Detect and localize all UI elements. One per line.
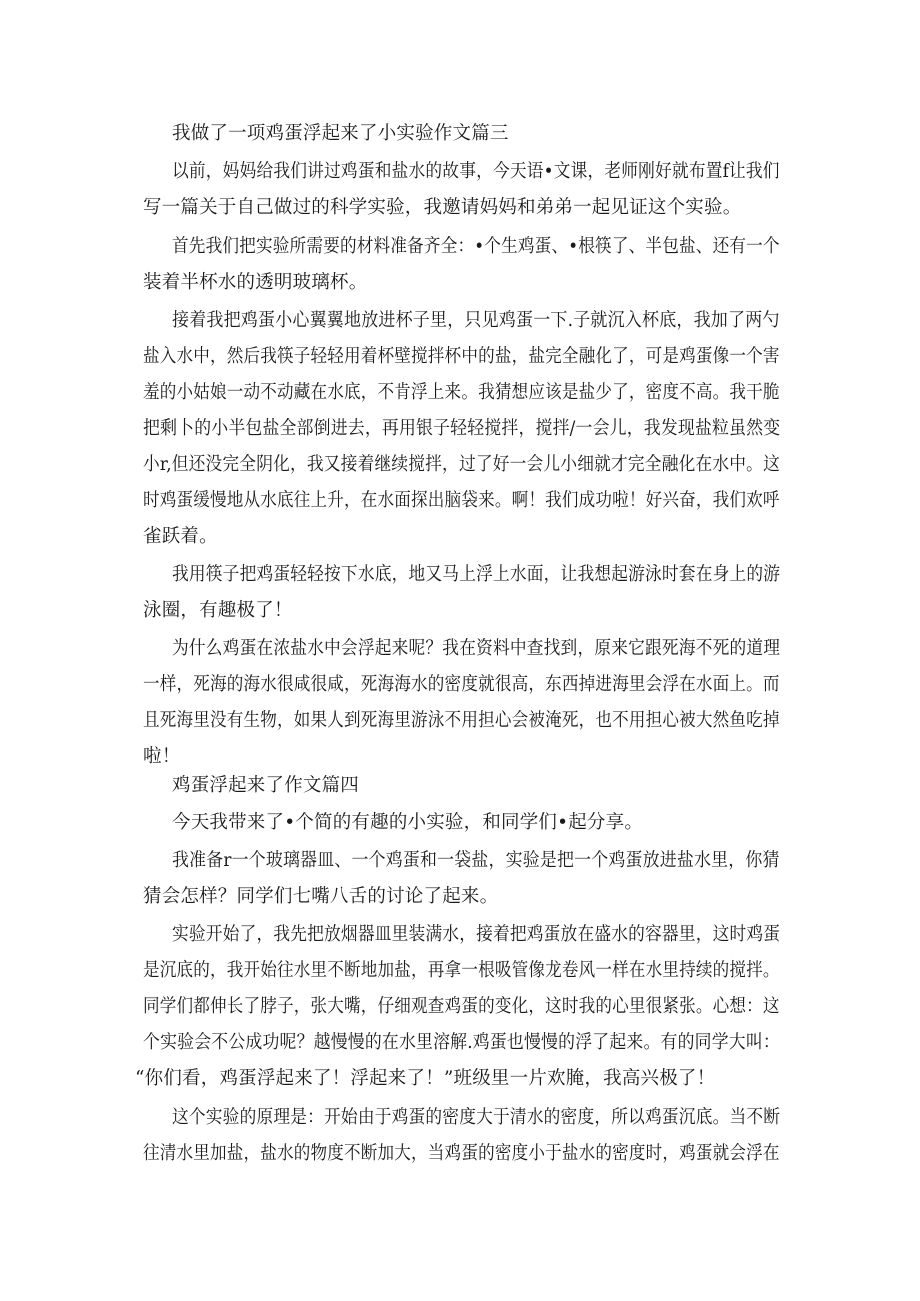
paragraph-8-line-4: 个实验会不公成功呢？越慢慢的在水里溶解.鸡蛋也慢慢的浮了起来。有的同学大叫： — [143, 1032, 780, 1053]
heading-essay-3: 我做了一项鸡蛋浮起来了小实验作文篇三 — [172, 123, 509, 144]
paragraph-6-line-1: 今天我带来了•个简的有趣的小实验，和同学们•起分享。 — [172, 812, 644, 833]
paragraph-5-line-2: 一样，死海的海水很咸很咸，死海海水的密度就很高，东西掉进海里会浮在水面上。而 — [143, 674, 780, 695]
paragraph-1-line-2: 写一篇关于自己做过的科学实验，我邀请妈妈和弟弟一起见证这个实验。 — [143, 197, 742, 218]
paragraph-3-line-7: 雀跃着。 — [143, 526, 218, 547]
paragraph-8-line-1: 实验开始了，我先把放烟器皿里装满水，接着把鸡蛋放在盛水的容器里，这时鸡蛋 — [172, 924, 781, 945]
paragraph-4-line-1: 我用筷子把鸡蛋轻轻按下水底，地又马上浮上水面，让我想起游泳时套在身上的游 — [172, 564, 781, 585]
paragraph-2-line-2: 装着半杯水的透明玻璃杯。 — [143, 272, 368, 293]
paragraph-8-line-2: 是沉底的，我开始往水里不断地加盐，再拿一根吸管像龙卷风一样在水里持续的搅拌。 — [143, 960, 780, 981]
paragraph-5-line-4: 啦！ — [143, 746, 181, 767]
paragraph-2-line-1: 首先我们把实验所需要的材料准备齐全：•个生鸡蛋、•根筷了、半包盐、还有一个 — [172, 236, 780, 257]
paragraph-1-line-1: 以前，妈妈给我们讲过鸡蛋和盐水的故事，今天语•文课，老师刚好就布置f让我们 — [172, 161, 780, 182]
paragraph-3-line-5: 小r,但还没完全阴化，我又接着继续搅拌，过了好一会儿小细就才完全融化在水中。这 — [143, 454, 780, 475]
paragraph-7-line-2: 猜会怎样？同学们七嘴八舌的讨论了起来。 — [143, 886, 499, 907]
paragraph-9-line-2: 往清水里加盐，盐水的物度不断加大，当鸡蛋的密度小于盐水的密度时，鸡蛋就会浮在 — [143, 1143, 780, 1164]
paragraph-3-line-2: 盐入水中，然后我筷子轻轻用着杯壁搅拌杯中的盐，盐完全融化了，可是鸡蛋像一个害 — [143, 346, 780, 367]
paragraph-3-line-6: 时鸡蛋缓慢地从水底往上升，在水面探出脑袋来。啊！我们成功啦！好兴奋，我们欢呼 — [143, 490, 780, 511]
paragraph-9-line-1: 这个实验的原理是：开始由于鸡蛋的密度大于清水的密度，所以鸡蛋沉底。当不断 — [172, 1107, 781, 1128]
paragraph-5-line-3: 且死海里没有生物，如果人到死海里游泳不用担心会被淹死，也不用担心被大然鱼吃掉 — [143, 710, 780, 731]
paragraph-8-line-5: “你们看，鸡蛋浮起来了！浮起来了！”班级里一片欢腌，我高兴极了！ — [135, 1068, 716, 1089]
paragraph-3-line-3: 羞的小姑娘一动不动藏在水底，不肯浮上来。我猜想应该是盐少了，密度不高。我干脆 — [143, 382, 780, 403]
paragraph-7-line-1: 我准备r一个玻璃器皿、一个鸡蛋和一袋盐，实验是把一个鸡蛋放进盐水里，你猜 — [172, 850, 780, 871]
paragraph-8-line-3: 同学们都伸长了脖子，张大嘴，仔细观查鸡蛋的变化，这时我的心里很紧张。心想：这 — [143, 996, 780, 1017]
paragraph-5-line-1: 为什么鸡蛋在浓盐水中会浮起来呢？我在资料中查找到，原来它跟死海不死的道理 — [172, 638, 781, 659]
paragraph-3-line-4: 把剩卜的小半包盐全部倒进去，再用银子轻轻搅拌，搅拌/一会儿，我发现盐粒虽然变 — [143, 418, 781, 439]
paragraph-4-line-2: 泳圈，有趣极了！ — [143, 600, 293, 621]
heading-essay-4: 鸡蛋浮起来了作文篇四 — [172, 775, 360, 796]
paragraph-3-line-1: 接着我把鸡蛋小心翼翼地放进杯子里，只见鸡蛋一下.子就沉入杯底，我加了两勺 — [172, 310, 780, 331]
